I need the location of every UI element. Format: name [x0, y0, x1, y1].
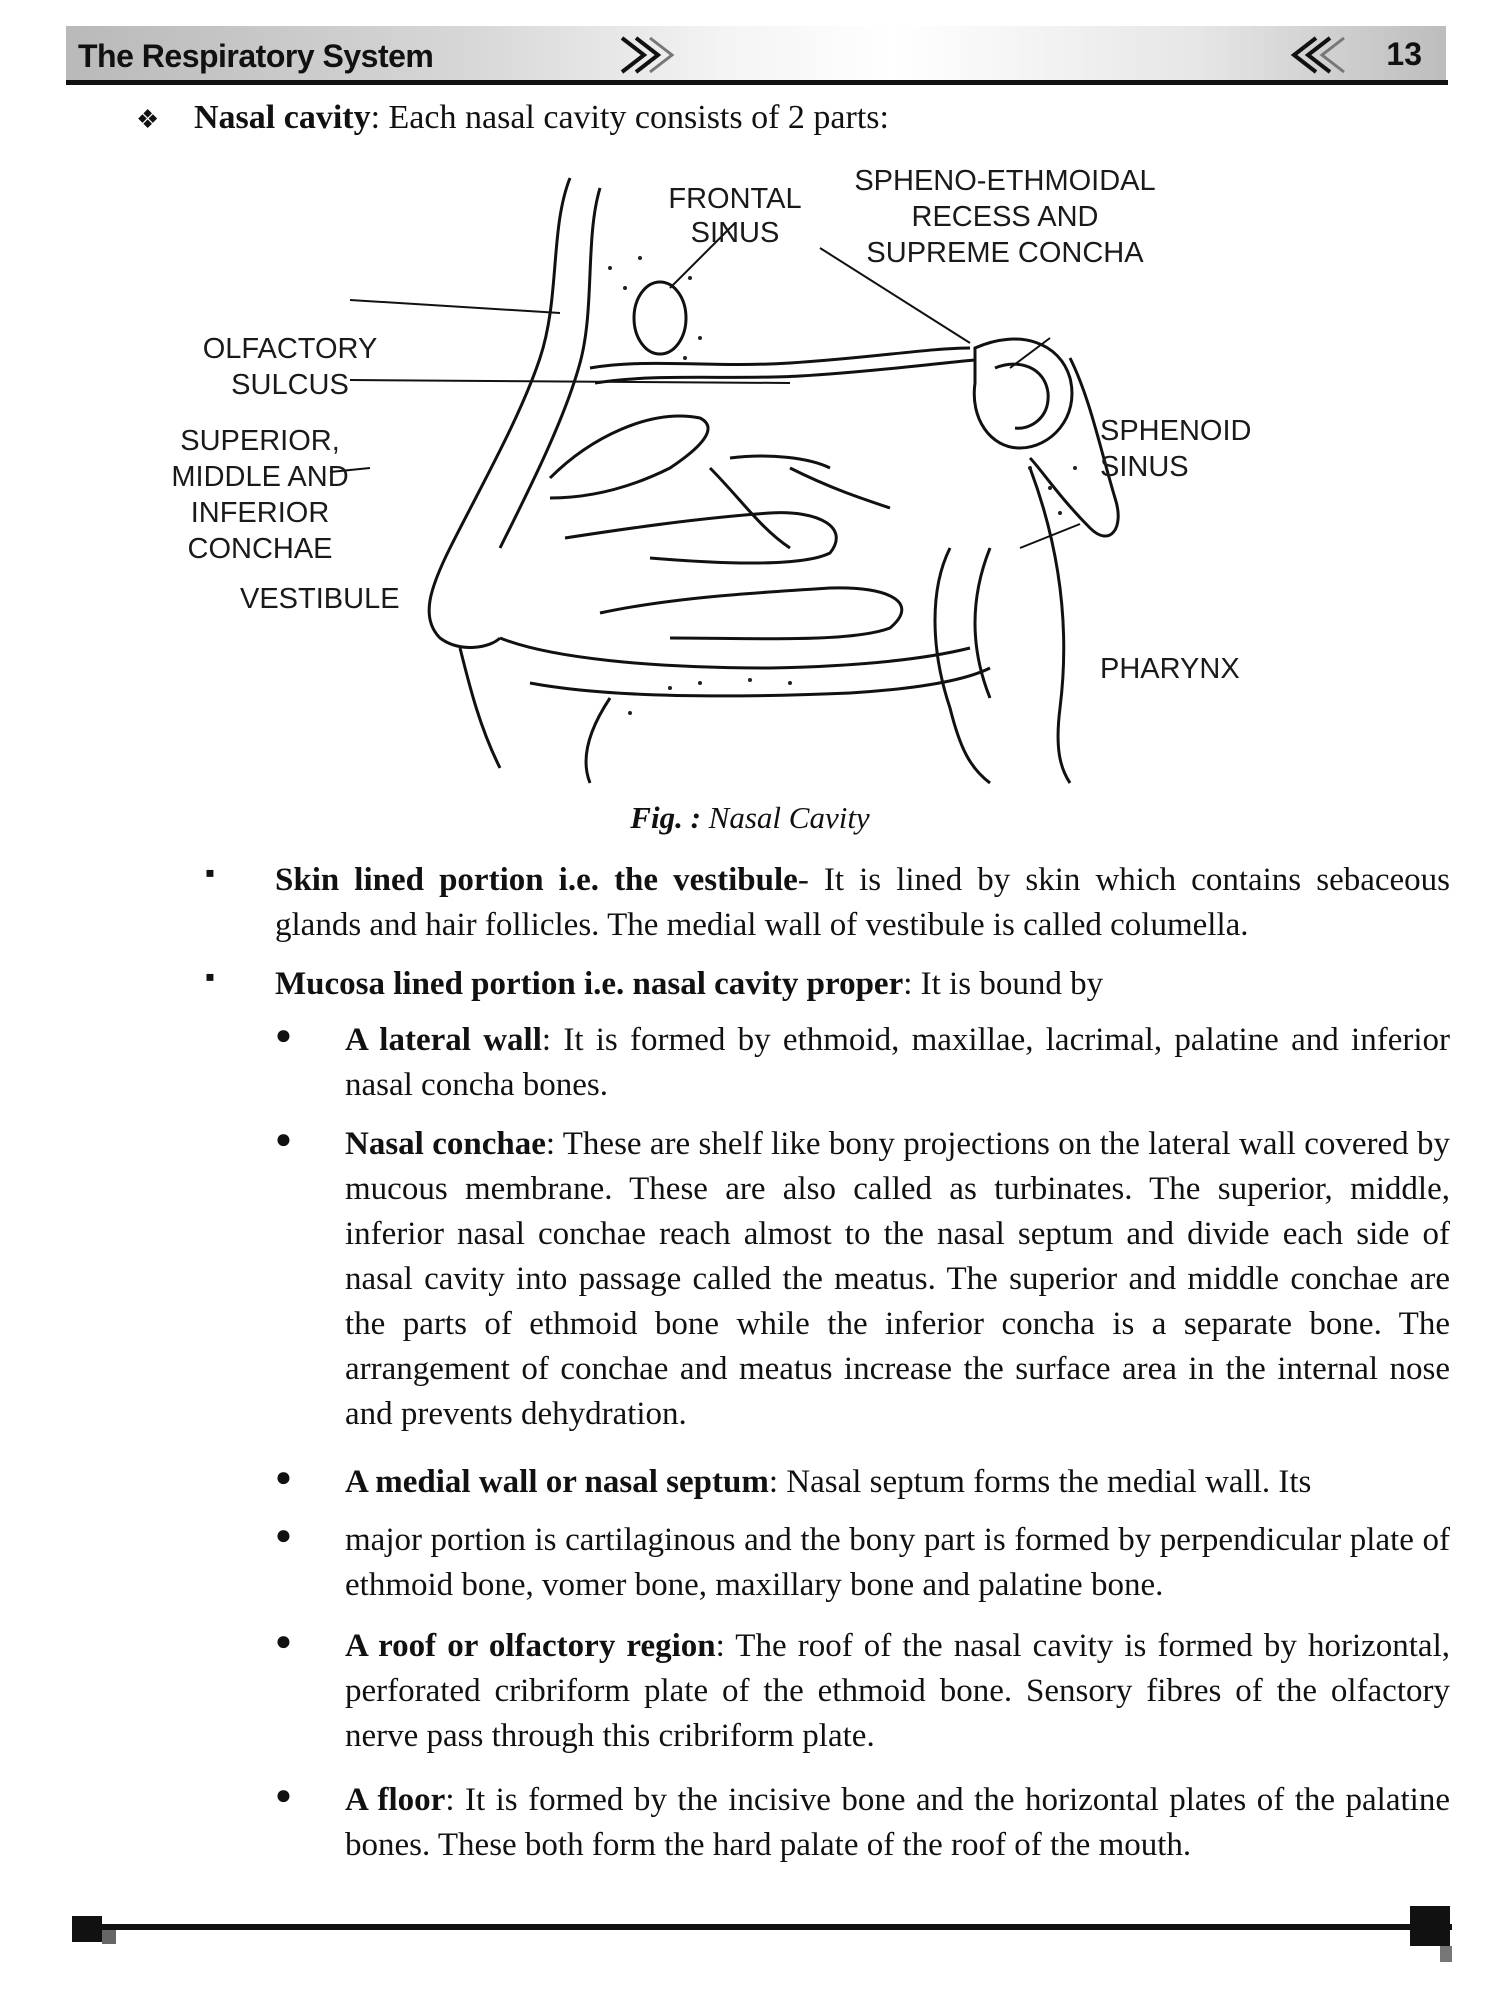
item-term: Skin lined portion i.e. the vestibule: [275, 862, 798, 898]
caption-prefix: Fig. :: [630, 800, 701, 835]
square-bullet-icon: ▪: [205, 962, 215, 993]
label-conchae-line3: INFERIOR: [190, 497, 330, 529]
figure-caption: [0, 800, 1500, 836]
intro-text: : Each nasal cavity consists of 2 parts:: [370, 99, 889, 136]
round-bullet-icon: ●: [275, 1520, 292, 1551]
round-bullet-icon: ●: [275, 1462, 292, 1493]
leader-lines: [330, 223, 1080, 548]
square-bullet-icon: ▪: [205, 858, 215, 889]
page-header: [66, 26, 1446, 84]
label-sphenoid-line2: SINUS: [1100, 451, 1189, 483]
intro-term: Nasal cavity: [194, 99, 371, 136]
item-text: major portion is cartilaginous and the bony part is formed by perpendicular plate of ethmoid bone, vomer bone, maxillary bone and palatine bone.: [345, 1522, 1450, 1603]
item-text: : Nasal septum forms the medial wall. Its: [768, 1464, 1312, 1500]
label-olfactory-line1: OLFACTORY: [202, 333, 378, 365]
page-number: 13: [1386, 36, 1422, 72]
item-term: A floor: [345, 1782, 446, 1818]
bone-stipple: [608, 256, 1077, 715]
intro-line: [136, 96, 889, 142]
item-term: Mucosa lined portion i.e. nasal cavity proper: [275, 966, 904, 1002]
double-chevron-left-icon: [1282, 30, 1352, 80]
footer-corner-left-accent: [102, 1930, 116, 1944]
item-term: A roof or olfactory region: [345, 1628, 716, 1664]
round-bullet-icon: ●: [275, 1780, 292, 1811]
item-term: Nasal conchae: [345, 1126, 546, 1162]
label-spheno-line1: SPHENO-ETHMOIDAL: [854, 165, 1156, 197]
diamond-bullet-icon: ❖: [136, 105, 160, 134]
footer-corner-right-accent: [1440, 1946, 1452, 1962]
footer-rule: [72, 1924, 1452, 1930]
item-text: : These are shelf like bony projections on the lateral wall covered by mucous membrane. These are also called as turbinates. The superior, middle, inferior nasal conchae reach almost to the nasal septum and divide each side of nasal cavity into passage called the meatus. The superior and middle conchae are the parts of ethmoid bone while the inferior concha is a separate bone. The arrangement of conchae and meatus increase the surface area in the internal nose and prevents dehydration.: [345, 1126, 1450, 1432]
footer-corner-left: [72, 1916, 102, 1942]
round-bullet-icon: ●: [275, 1626, 292, 1657]
round-bullet-icon: ●: [275, 1020, 292, 1051]
item-text: : It is formed by ethmoid, maxillae, lacrimal, palatine and inferior nasal concha bones.: [345, 1022, 1450, 1103]
header-rule: [66, 80, 1448, 85]
label-spheno-line2: RECESS AND: [911, 201, 1099, 233]
chapter-title: The Respiratory System: [78, 38, 434, 74]
label-olfactory-line2: SULCUS: [231, 369, 349, 401]
item-term: A medial wall or nasal septum: [345, 1464, 769, 1500]
caption-text: Nasal Cavity: [708, 800, 870, 835]
double-chevron-right-icon: [614, 30, 684, 80]
round-bullet-icon: ●: [275, 1124, 292, 1155]
label-frontal-sinus-line2: SINUS: [690, 217, 780, 249]
label-conchae-line2: MIDDLE AND: [171, 461, 349, 493]
footer-corner-right: [1410, 1906, 1450, 1946]
label-sphenoid-line1: SPHENOID: [1100, 415, 1252, 447]
label-conchae-line1: SUPERIOR,: [180, 425, 340, 457]
item-text: - It is lined by skin which contains sebaceous glands and hair follicles. The medial wall of vestibule is called columella.: [275, 862, 1451, 943]
label-pharynx: PHARYNX: [1100, 653, 1240, 685]
item-term: A lateral wall: [345, 1022, 542, 1058]
label-frontal-sinus-line1: FRONTAL: [668, 183, 802, 215]
label-spheno-line3: SUPREME CONCHA: [866, 237, 1144, 269]
label-conchae-line4: CONCHAE: [187, 533, 333, 565]
item-text: : It is bound by: [903, 966, 1104, 1002]
nasal-cavity-figure: [171, 165, 1290, 788]
label-vestibule: VESTIBULE: [240, 583, 400, 615]
item-text: : The roof of the nasal cavity is formed by horizontal, perforated cribriform plate of the ethmoid bone. Sensory fibres of the olfactory nerve pass through this cribriform plate.: [345, 1628, 1450, 1754]
item-text: : It is formed by the incisive bone and the horizontal plates of the palatine bones. These both form the hard palate of the roof of the mouth.: [345, 1782, 1450, 1863]
